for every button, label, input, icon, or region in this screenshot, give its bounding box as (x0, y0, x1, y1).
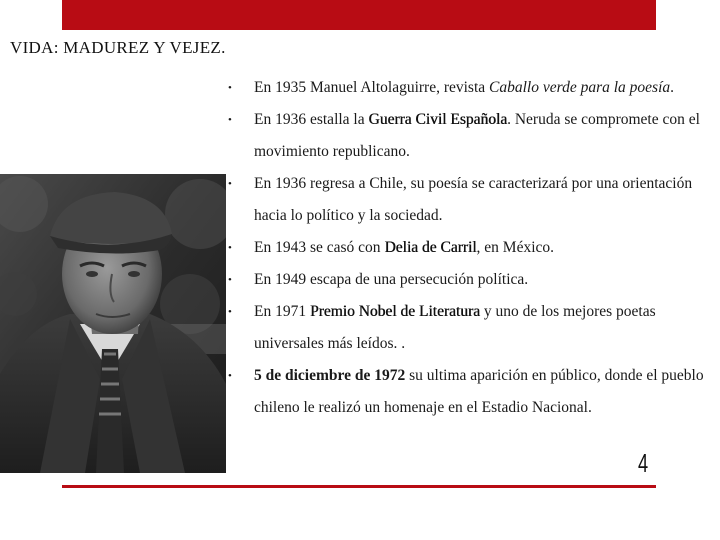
page-number: 4 (638, 448, 649, 478)
bullet-item: • En 1949 escapa de una persecución política. (226, 264, 720, 296)
slide-title: VIDA: MADUREZ Y VEJEZ. (10, 38, 226, 57)
bullet-dot: • (228, 306, 232, 318)
bullet-list (226, 72, 720, 424)
bullet-item: • En 1943 se casó con Delia de Carril, en México. (226, 232, 720, 264)
bullet-item: • En 1936 estalla la Guerra Civil Española. Neruda se compromete con el movimiento republicano. (226, 104, 720, 168)
bullet-dot: • (228, 178, 232, 190)
portrait-photo (0, 174, 226, 473)
emphasis-text: Delia de Carril (384, 239, 477, 256)
bottom-accent-line (62, 485, 656, 488)
bullet-item: • En 1936 regresa a Chile, su poesía se caracterizará por una orientación hacia lo político y la sociedad. (226, 168, 720, 232)
bullet-item: • En 1935 Manuel Altolaguirre, revista Caballo verde para la poesía. (226, 72, 720, 104)
italic-title: Caballo verde para la poesía (489, 79, 671, 96)
portrait-illustration (0, 174, 226, 473)
bullet-item: • En 1971 Premio Nobel de Literatura y uno de los mejores poetas universales más leídos. . (226, 296, 720, 360)
top-accent-bar (62, 0, 656, 30)
date-emphasis: 5 de diciembre de 1972 (254, 367, 406, 384)
bullet-dot: • (228, 274, 232, 286)
emphasis-text: Premio Nobel de Literatura (309, 303, 480, 320)
bullet-dot: • (228, 114, 232, 126)
bullet-item: • 5 de diciembre de 1972 su ultima aparición en público, donde el pueblo chileno le realizó un homenaje en el Estadio Nacional. (226, 360, 720, 424)
bullet-dot: • (228, 370, 232, 382)
bullet-dot: • (228, 242, 232, 254)
bullet-dot: • (228, 82, 232, 94)
emphasis-text: Guerra Civil Española (368, 111, 508, 128)
